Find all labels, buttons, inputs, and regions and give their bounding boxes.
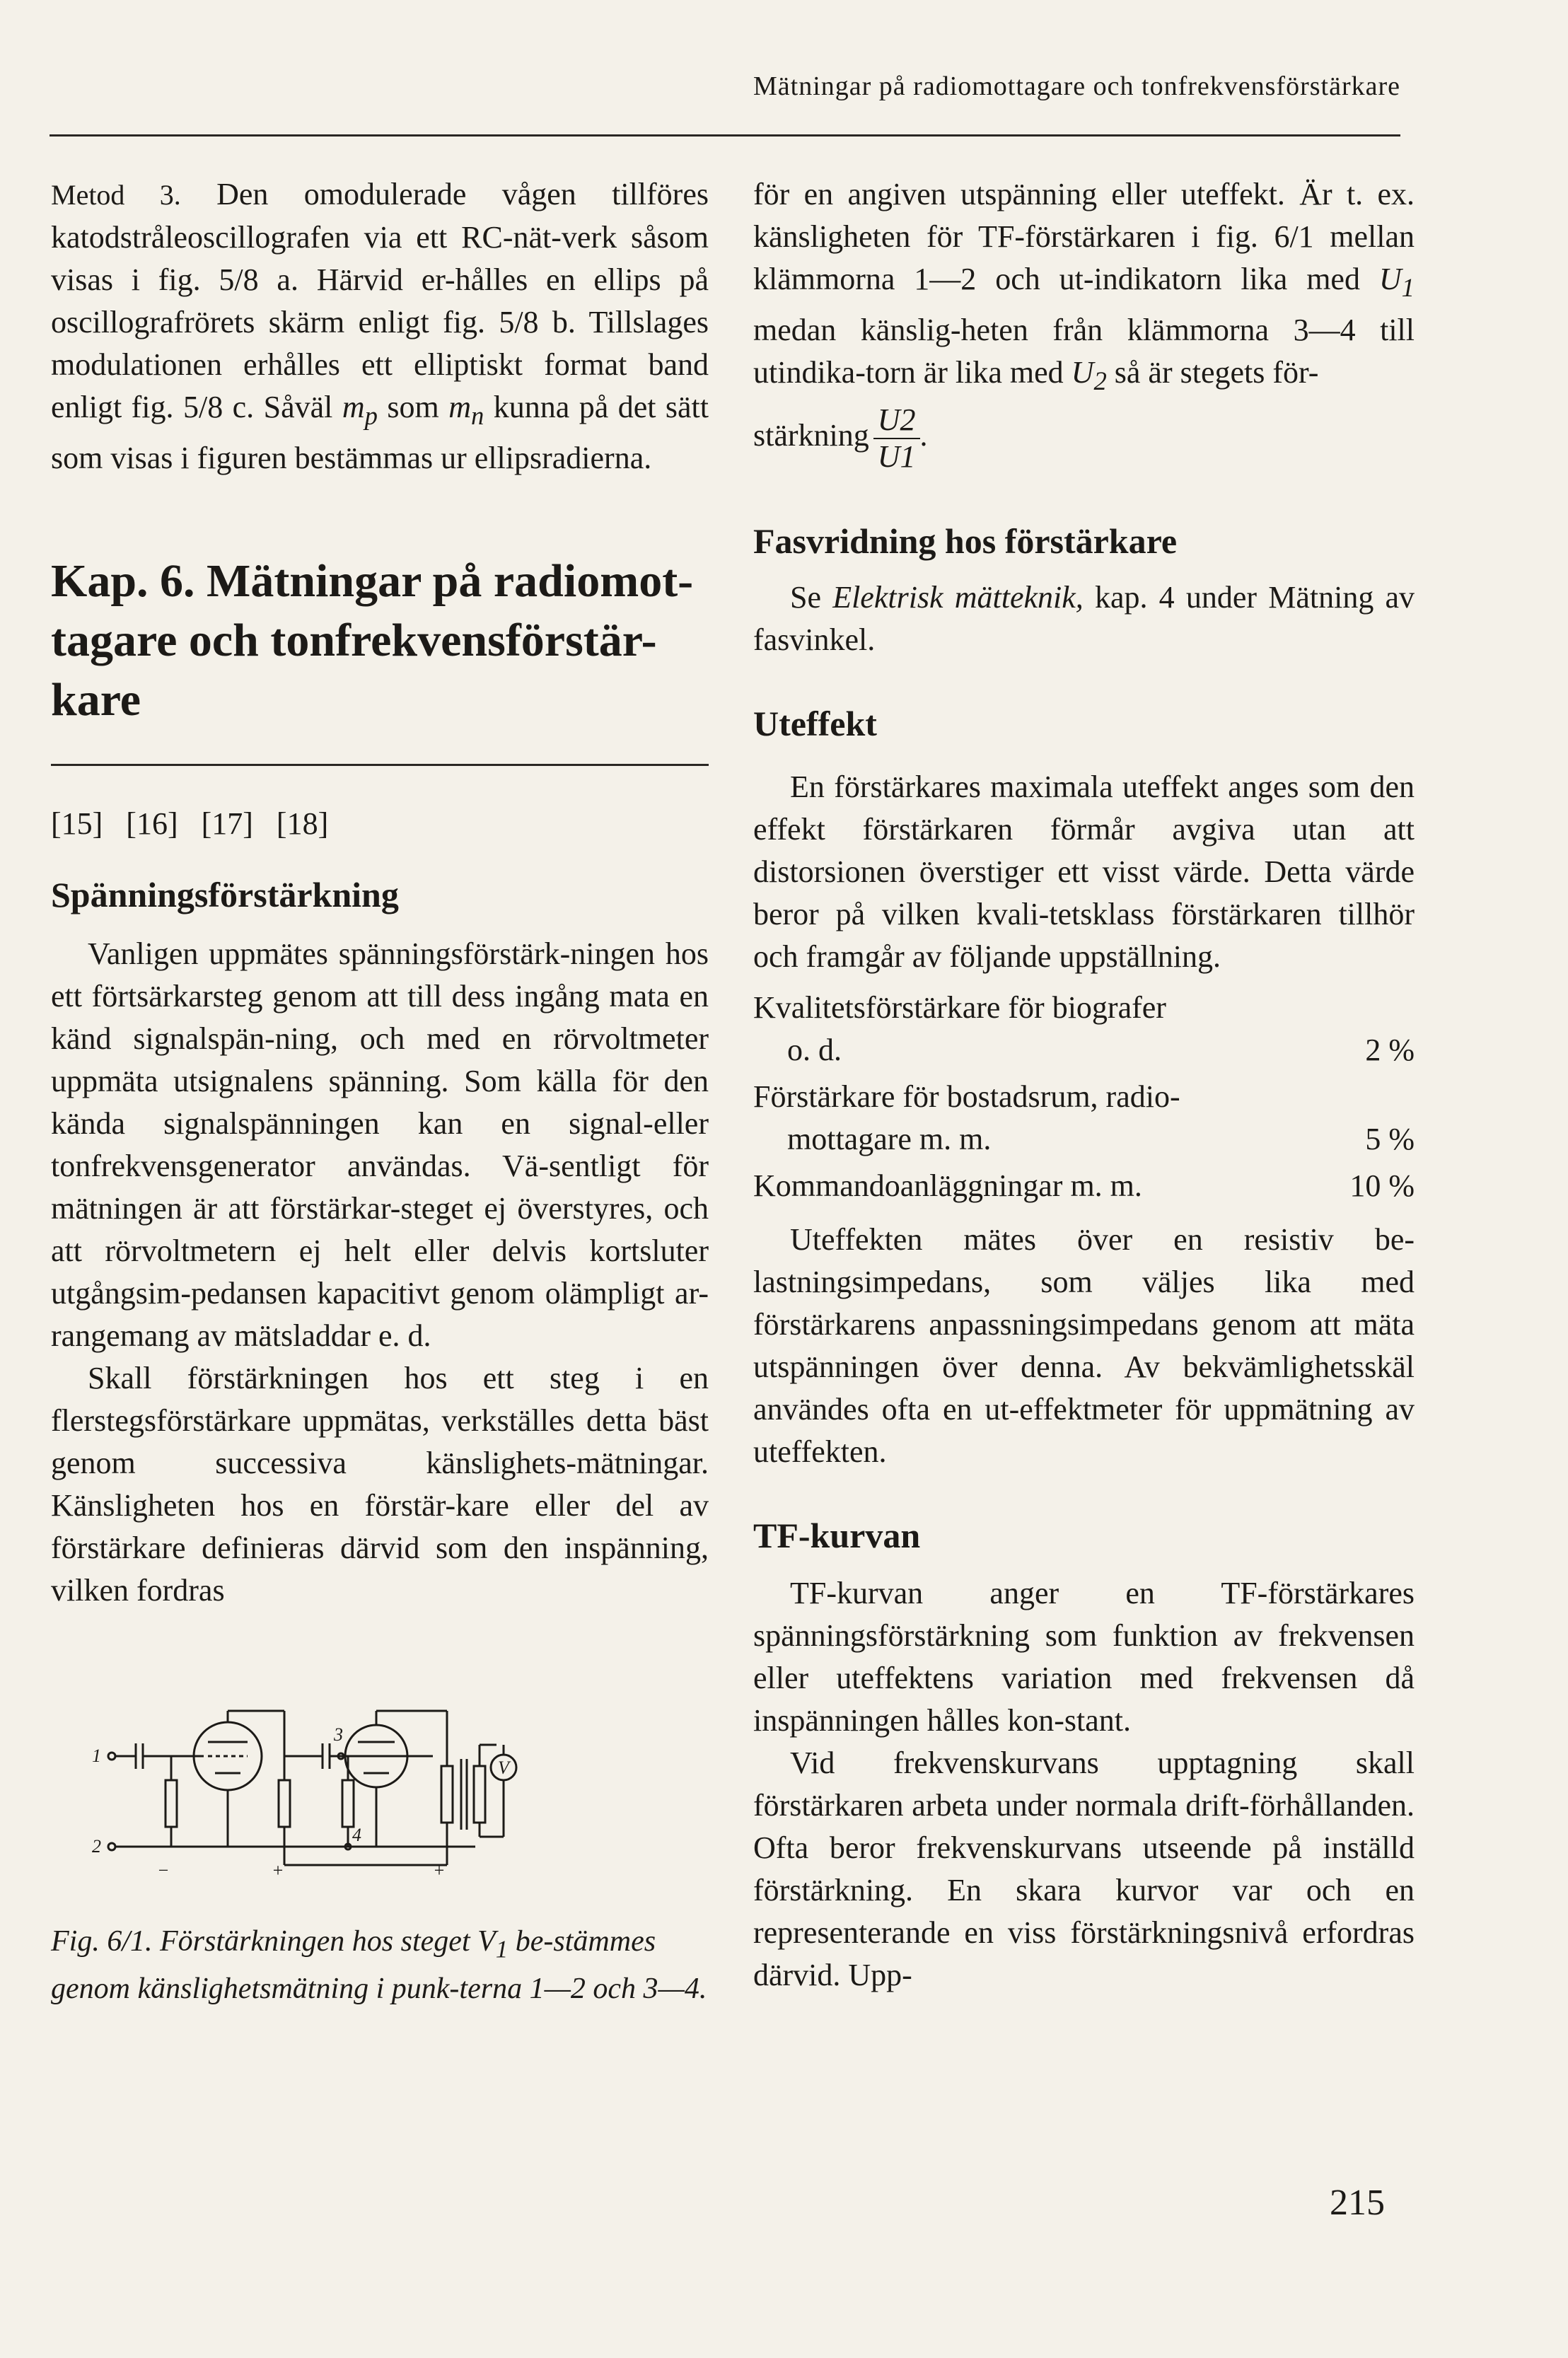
header-rule — [50, 134, 1400, 137]
quality-row-value: 10 % — [1349, 1168, 1415, 1203]
quality-row-value: 2 % — [1365, 1032, 1415, 1067]
page-number: 215 — [1330, 2183, 1385, 2223]
quality-row — [753, 1076, 1415, 1161]
terminal-3-label: 3 — [334, 1724, 343, 1745]
gain-fraction — [873, 402, 920, 475]
terminal-2-label: 2 — [92, 1835, 101, 1857]
metod-tail: kunna på det sätt som visas i figuren bestämmas ur ellipsradierna. — [51, 390, 709, 475]
quality-row — [753, 1165, 1415, 1207]
gain-formula-line — [753, 402, 1415, 475]
quality-row-label-cont: mottagare m. m. — [787, 1121, 992, 1156]
section1-paragraph-2: Skall förstärkningen hos ett steg i en flerstegsförstärkare uppmätas, verkställes detta bäst genom successiva känslighets-mätningar. Känsligheten hos en förstär-kare eller del av förstärkare definieras därvid som den inspänning, vilken fordras — [51, 1360, 709, 1608]
amplifier-circuit-diagram — [51, 1674, 518, 1879]
gain-word: stärkning — [753, 417, 869, 453]
cont-text-a: för en angiven utspänning eller uteffekt. Är t. ex. känsligheten för TF-förstärkaren i fig. 6/1 mellan klämmorna 1—2 och ut-indikatorn lika med — [753, 177, 1415, 296]
fraction-numerator: U2 — [873, 402, 920, 439]
quality-row-label: Kommandoanläggningar m. m. — [753, 1168, 1142, 1203]
tf-paragraph-1: TF-kurvan anger en TF-förstärkares spänningsförstärkning som funktion av frekvensen eller uteffektens variation med frekvensen då inspänningen hålles kon-stant. — [753, 1575, 1415, 1738]
quality-table — [753, 987, 1415, 1207]
right-column — [753, 173, 1415, 1997]
metod-label: Metod 3. — [51, 179, 181, 211]
quality-row-label: Kvalitetsförstärkare för biografer — [753, 989, 1166, 1025]
cont-text-c: så är stegets för- — [1106, 354, 1319, 390]
terminal-4-label: 4 — [352, 1824, 361, 1845]
uteffekt-paragraph-2: Uteffekten mätes över en resistiv be-lastningsimpedans, som väljes lika med förstärkarens anpassningsimpedans genom att mäta utspänningen över denna. Av bekvämlighetsskäl användes ofta en ut-effektmeter för uppmätning av uteffekten. — [753, 1221, 1415, 1469]
terminal-1-label: 1 — [92, 1745, 101, 1766]
cont-text-b: medan känslig-heten från klämmorna 3—4 till utindika-torn är lika med — [753, 312, 1415, 390]
fas-se: Se — [790, 579, 833, 615]
section-tf-kurvan-title: TF-kurvan — [753, 1515, 921, 1555]
left-column — [51, 173, 709, 2009]
fraction-denominator: U1 — [877, 439, 916, 474]
running-title: Mätningar på radiomottagare och tonfrekvensförstärkare — [753, 71, 1400, 101]
quality-row-label: Förstärkare för bostadsrum, radio- — [753, 1079, 1180, 1114]
metod-paragraph — [51, 173, 709, 480]
tf-paragraph-2: Vid frekvenskurvans upptagning skall förstärkaren arbeta under normala drift-förhållanden. Ofta beror frekvenskurvans utseende på inställd förstärkning. En skara kurvor var och en representerande en viss förstärkningsnivå erfordras därvid. Upp- — [753, 1745, 1415, 1992]
fasvridning-paragraph — [753, 576, 1415, 661]
u2-symbol: $U_2$ — [1071, 354, 1107, 395]
gain-end: . — [919, 417, 928, 453]
metod-text: Den omodulerade vågen tillföres katodstråleoscillografen via ett RC-nät-verk såsom visas i fig. 5/8 a. Härvid er-hålles en ellips på oscillografrörets skärm enligt fig. 5/8 b. Tillslages modulationen erhålles ett elliptiskt format band enligt fig. 5/8 c. Såväl — [51, 177, 709, 424]
fas-reference: Elektrisk mätteknik, — [832, 579, 1084, 615]
mn-symbol: $m_n$ — [448, 390, 484, 430]
meter-symbol: V — [498, 1757, 509, 1778]
quality-row — [753, 987, 1415, 1071]
section-spanningsforstarkning-title: Spänningsförstärkning — [51, 874, 399, 914]
supply-plus-label-1: + — [272, 1859, 284, 1879]
section-uteffekt-title: Uteffekt — [753, 703, 877, 743]
quality-row-value: 5 % — [1365, 1121, 1415, 1156]
chapter-title: Kap. 6. Mätningar på radiomot-tagare och tonfrekvensförstär-kare — [51, 554, 694, 726]
supply-plus-label-2: + — [433, 1859, 446, 1879]
mp-symbol: $m_p$ — [342, 390, 378, 430]
continuation-paragraph — [753, 173, 1415, 402]
uteffekt-paragraph-1: En förstärkares maximala uteffekt anges som den effekt förstärkaren förmår avgiva utan att distorsionen överstiger ett visst värde. Detta värde beror på vilken kvali-tetsklass förstärkaren tillhör och framgår av följande uppställning. — [753, 769, 1415, 974]
fas-tail: kap. 4 under Mätning av fasvinkel. — [753, 579, 1415, 657]
supply-minus-label: − — [157, 1859, 170, 1879]
figure-caption — [51, 1922, 709, 2009]
u1-symbol: $U_1$ — [1378, 262, 1415, 302]
caption-prefix: Fig. 6/1. — [51, 1924, 153, 1958]
section1-paragraph-1: Vanligen uppmätes spänningsförstärk-ningen hos ett förtsärkarsteg genom att till dess ingång mata en känd signalspän-ning, och med en rörvoltmeter uppmäta utsignalens spänning. Som källa för den kända signalspänningen kan en signal-eller tonfrekvensgenerator användas. Vä-sentligt för mätningen är att förstärkar-steget ej överstyres, och att rörvoltmetern ej helt eller delvis kortsluter utgångsim-pedansen kapacitivt genom olämpligt ar-rangemang av mätsladdar e. d. — [51, 936, 709, 1353]
caption-sub: 1 — [495, 1935, 509, 1963]
caption-text: Förstärkningen hos steget V — [160, 1924, 496, 1958]
caption-tail: be-stämmes genom känslighetsmätning i punk-terna 1—2 och 3—4. — [51, 1924, 707, 2006]
metod-som: som — [377, 390, 449, 424]
section-fasvridning-title: Fasvridning hos förstärkare — [753, 521, 1178, 561]
quality-row-label-cont: o. d. — [787, 1032, 842, 1067]
references: [15] [16] [17] [18] — [51, 806, 329, 841]
